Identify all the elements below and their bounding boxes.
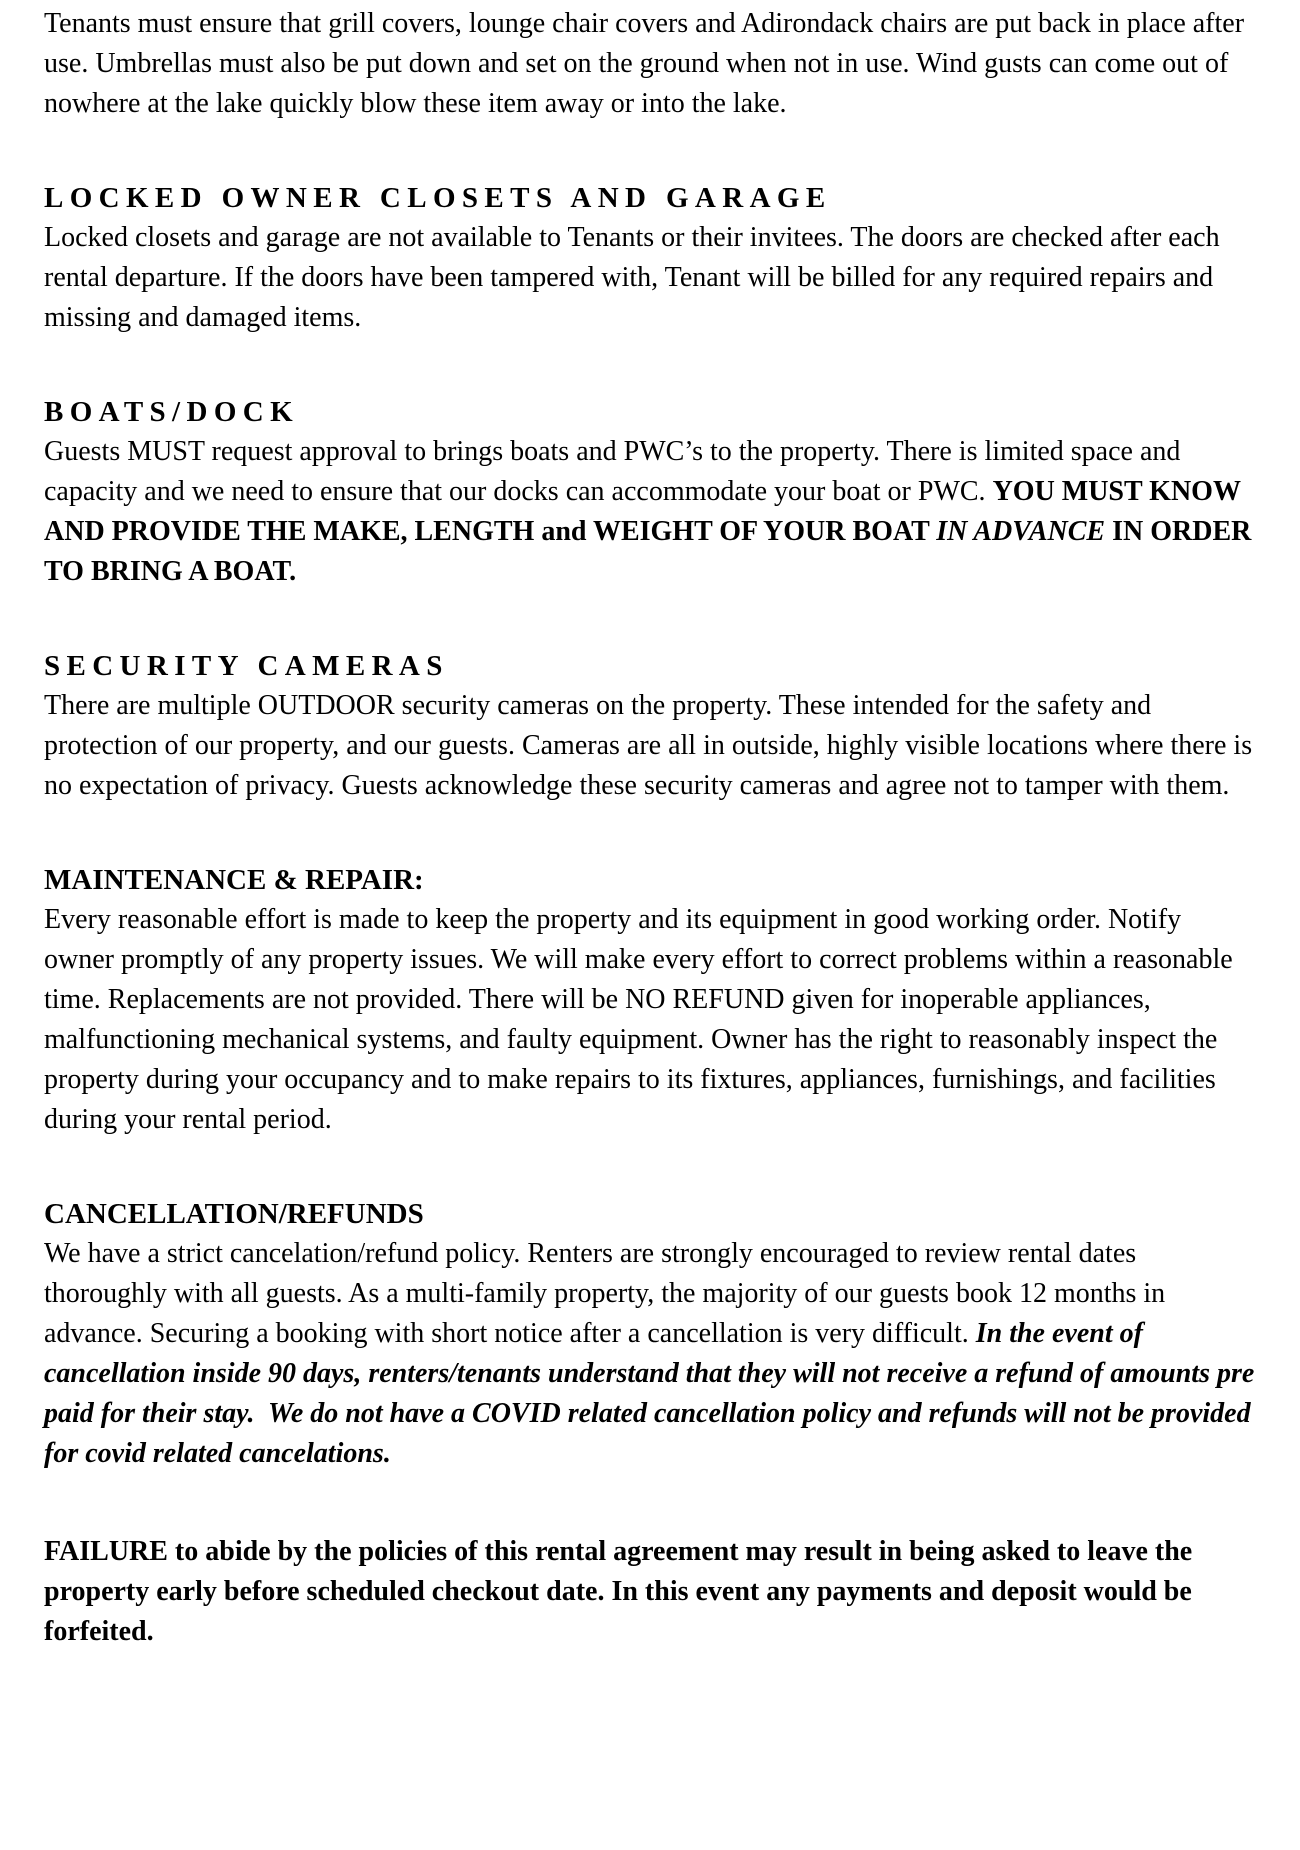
boats-dock-normal-run: Guests MUST request approval to brings boats and PWC’s to the property. There is limited space and capacity and we need to ensure that our docks can accommodate your boat or PWC. (44, 436, 1188, 507)
section-heading-locked-owner-closets: LOCKED OWNER CLOSETS AND GARAGE (44, 182, 832, 214)
section-heading-cancellation-refunds: CANCELLATION/REFUNDS (44, 1198, 424, 1230)
section-paragraph-locked-owner-closets: Locked closets and garage are not available to Tenants or their invitees. The doors are checked after each rental departure. If the doors have been tampered with, Tenant will be billed for any required repairs and missing and damaged items. (44, 222, 1227, 333)
boats-dock-bold-italic-run: IN ADVANCE (936, 516, 1106, 547)
section-heading-boats-dock: BOATS/DOCK (44, 396, 300, 428)
cancellation-normal-run: We have a strict cancelation/refund policy. Renters are strongly encouraged to review rental dates thoroughly with all guests. As a multi-family property, the majority of our guests book 12 months in advance. Securing a booking with short notice after a cancellation is very difficult. (44, 1238, 1173, 1349)
section-paragraph-boats-dock (44, 432, 1256, 592)
section-heading-maintenance-repair: MAINTENANCE & REPAIR: (44, 864, 424, 896)
boats-dock-bold-run: YOU MUST KNOW AND PROVIDE THE MAKE, LENGTH and WEIGHT OF YOUR BOAT (44, 476, 1246, 547)
section-heading-security-cameras: SECURITY CAMERAS (44, 650, 449, 682)
section-paragraph-security-cameras: There are multiple OUTDOOR security cameras on the property. These intended for the safety and protection of our property, and our guests. Cameras are all in outside, highly visible locations where there is no expectation of privacy. Guests acknowledge these security cameras and agree not to tamper with them. (44, 690, 1260, 801)
section-paragraph-cancellation-refunds (44, 1234, 1262, 1474)
closing-paragraph: FAILURE to abide by the policies of this rental agreement may result in being asked to leave the property early before scheduled checkout date. In this event any payments and deposit would be forfeited. (44, 1536, 1200, 1647)
boats-dock-bold-run-2: IN ORDER TO BRING A BOAT. (44, 516, 1258, 587)
cancellation-bold-italic-run: In the event of cancellation inside 90 days, renters/tenants understand that they will not receive a refund of amounts pre paid for their stay. We do not have a COVID related cancellation policy and refunds will not be provided for covid related cancelations. (44, 1318, 1262, 1469)
intro-paragraph: Tenants must ensure that grill covers, lounge chair covers and Adirondack chairs are put back in place after use. Umbrellas must also be put down and set on the ground when not in use. Wind gusts can come out of nowhere at the lake quickly blow these item away or into the lake. (44, 8, 1252, 119)
section-paragraph-maintenance-repair: Every reasonable effort is made to keep the property and its equipment in good working order. Notify owner promptly of any property issues. We will make every effort to correct problems within a reasonable time. Replacements are not provided. There will be NO REFUND given for inoperable appliances, malfunctioning mechanical systems, and faulty equipment. Owner has the right to reasonably inspect the property during your occupancy and to make repairs to its fixtures, appliances, furnishings, and facilities during your rental period. (44, 904, 1240, 1135)
